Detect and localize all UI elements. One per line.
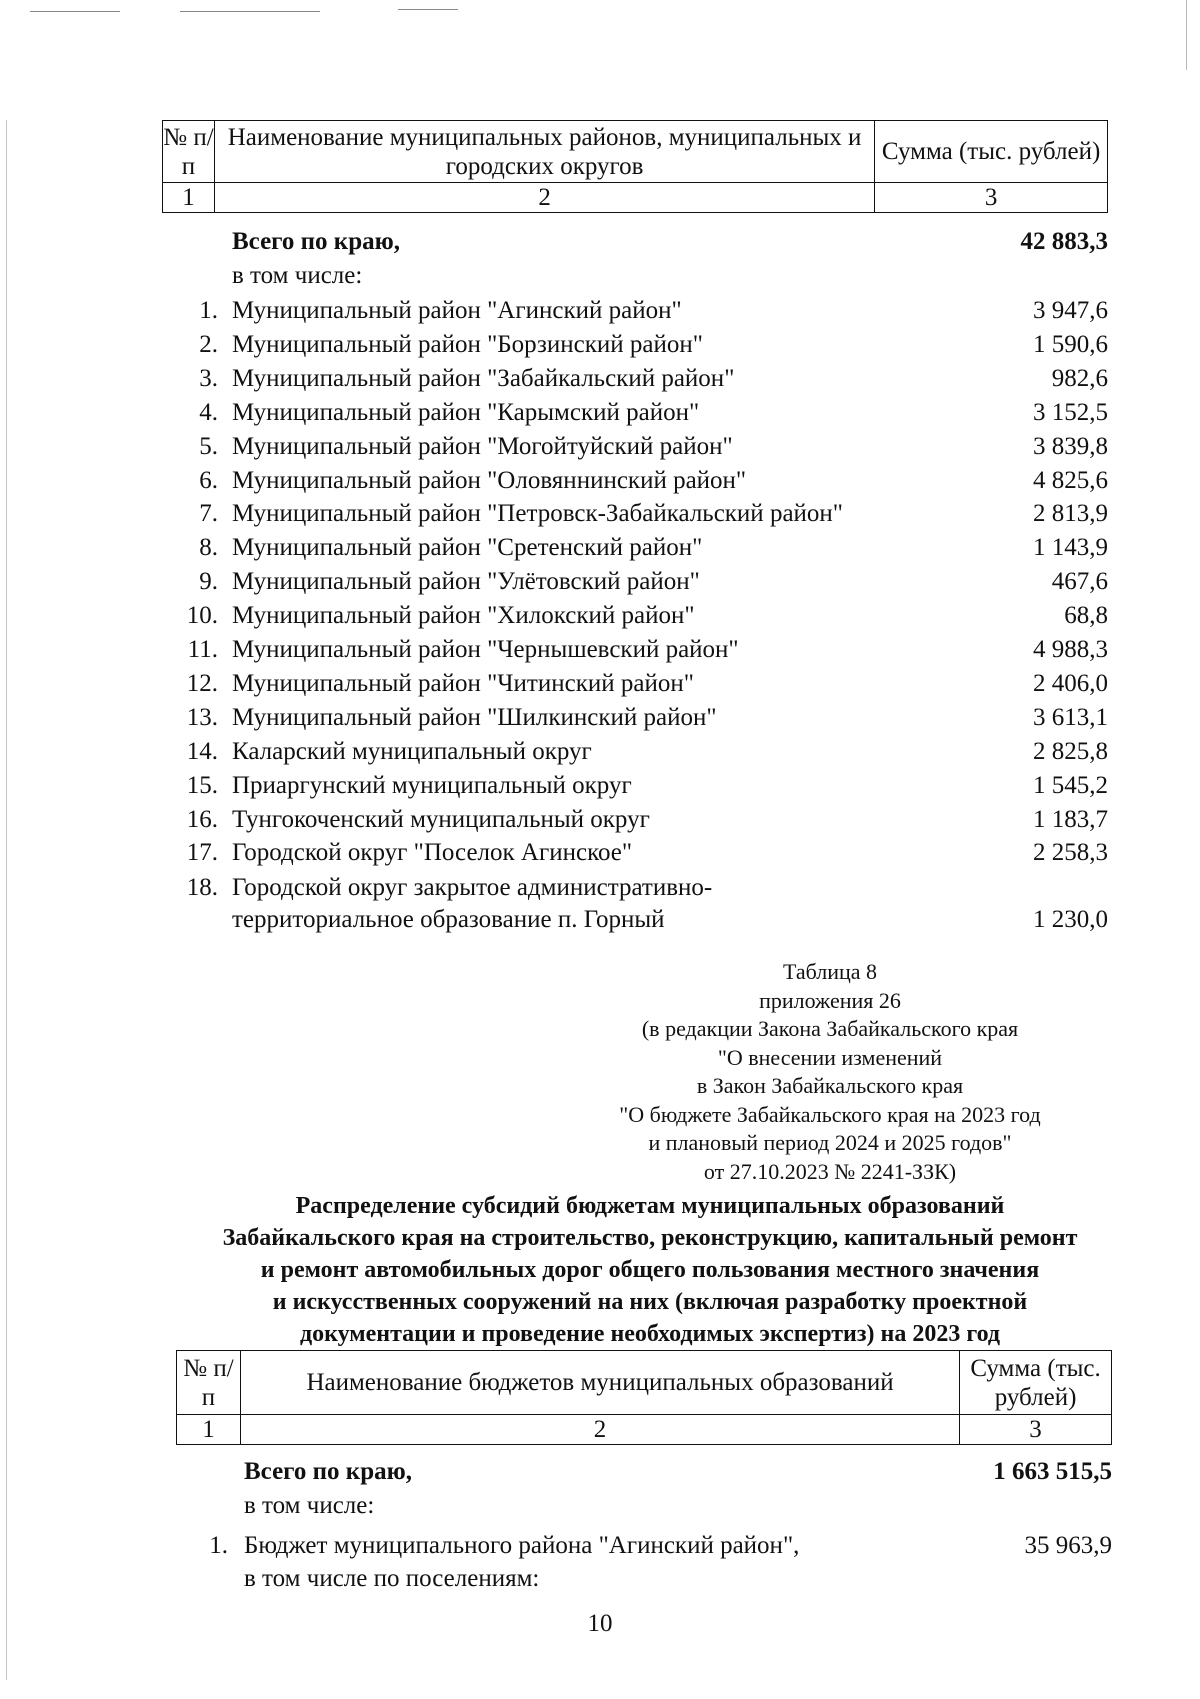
table-row: [0, 770, 1200, 804]
title-line-5: документации и проведение необходимых экспертиз) на 2023 год: [299, 1321, 1001, 1347]
row-number: 6.: [199, 466, 218, 494]
table-row: [0, 600, 1200, 634]
row-name: Муниципальный район "Забайкальский район": [232, 364, 735, 392]
table-row: [0, 634, 1200, 668]
table7-col-index-1: 1: [163, 183, 215, 213]
row-name: Муниципальный район "Чернышевский район": [232, 636, 739, 663]
table7-col-index-2: 2: [214, 183, 874, 213]
table7-row-18-name-line2: территориальное образование п. Горный: [232, 906, 665, 933]
table7-row-18-name-line1: Городской округ закрытое административно-: [232, 874, 713, 901]
row-value: 4 825,6: [1033, 466, 1108, 494]
table-row: [0, 397, 1200, 431]
table7-header: [162, 120, 1108, 213]
table8-total-value: 1 663 515,5: [993, 1458, 1112, 1485]
caption-line-6: "О бюджете Забайкальского края на 2023 год: [619, 1101, 1041, 1127]
table-row: [0, 431, 1200, 465]
table-row: [0, 668, 1200, 702]
row-value: 3 947,6: [1033, 297, 1108, 324]
row-name: Тунгокоченский муниципальный округ: [232, 805, 650, 833]
table7-col-index-3: 3: [875, 183, 1108, 213]
row-number: 11.: [187, 636, 218, 663]
row-number: 16.: [186, 805, 218, 833]
row-name: Муниципальный район "Шилкинский район": [232, 703, 717, 731]
page-number: 10: [587, 1610, 613, 1637]
caption-line-7: и плановый период 2024 и 2025 годов": [648, 1130, 1012, 1155]
table-row: [0, 498, 1200, 532]
table7-row-18-num: 18.: [186, 874, 218, 901]
row-value: 3 613,1: [1033, 703, 1108, 731]
row-value: 4 988,3: [1033, 636, 1108, 663]
row-value: 1 183,7: [1033, 805, 1108, 833]
row-number: 12.: [186, 669, 218, 697]
table7-including: в том числе:: [232, 262, 363, 289]
row-number: 7.: [199, 500, 218, 528]
row-number: 14.: [186, 737, 218, 765]
table8-total-label: Всего по краю,: [244, 1458, 412, 1485]
row-value: 982,6: [1051, 364, 1108, 392]
row-name: Муниципальный район "Читинский район": [232, 669, 694, 697]
caption-line-4: "О внесении изменений: [717, 1044, 943, 1070]
table8-col-index-3: 3: [960, 1415, 1112, 1445]
row-value: 2 258,3: [1033, 839, 1108, 867]
title-line-4: и искусственных сооружений на них (включая разработку проектной: [272, 1289, 1028, 1315]
row-name: Муниципальный район "Сретенский район": [232, 534, 703, 562]
row-number: 3.: [199, 364, 218, 392]
title-line-1: Распределение субсидий бюджетам муниципальных образований: [295, 1193, 1005, 1219]
caption-line-5: в Закон Забайкальского края: [696, 1073, 964, 1098]
row-number: 4.: [199, 398, 218, 426]
scan-mark-right: [1186, 0, 1187, 70]
table8-col-num-header: № п/п: [177, 1351, 241, 1415]
row-number: 5.: [199, 432, 218, 460]
row-number: 8.: [199, 534, 218, 562]
table7-row-18-value: 1 230,0: [1033, 906, 1108, 933]
table-row: [0, 363, 1200, 397]
caption-line-8: от 27.10.2023 № 2241-ЗЗК): [703, 1158, 957, 1184]
title-line-2: Забайкальского края на строительство, реконструкцию, капитальный ремонт: [222, 1225, 1078, 1251]
table8-col-name-header: Наименование бюджетов муниципальных образований: [240, 1351, 959, 1415]
table8-by-settlements: в том числе по поселениям:: [244, 1565, 540, 1592]
row-value: 2 813,9: [1033, 500, 1108, 528]
row-value: 3 839,8: [1033, 432, 1108, 460]
row-value: 1 545,2: [1033, 771, 1108, 799]
table8-caption: [560, 958, 1100, 1186]
row-name: Муниципальный район "Хилокский район": [232, 602, 695, 630]
caption-line-2: приложения 26: [759, 987, 901, 1013]
table7-total-label: Всего по краю,: [232, 228, 400, 255]
caption-line-3: (в редакции Закона Забайкальского края: [641, 1016, 1019, 1041]
table8-row-1-value: 35 963,9: [1024, 1532, 1112, 1559]
table-row: [0, 329, 1200, 363]
row-name: Каларский муниципальный округ: [232, 737, 592, 765]
row-name: Муниципальный район "Карымский район": [232, 398, 700, 426]
row-value: 1 143,9: [1033, 534, 1108, 562]
table-row: [0, 702, 1200, 736]
row-number: 15.: [186, 771, 218, 799]
row-name: Городской округ "Поселок Агинское": [232, 839, 633, 867]
row-number: 9.: [199, 568, 218, 596]
table8-col-sum-header: Сумма (тыс. рублей): [960, 1351, 1112, 1415]
row-number: 13.: [186, 703, 218, 731]
table8-row-1-num: 1.: [209, 1532, 228, 1559]
table-row: [0, 804, 1200, 838]
row-value: 2 825,8: [1033, 737, 1108, 765]
table7-col-sum-header: Сумма (тыс. рублей): [875, 121, 1108, 183]
row-number: 1.: [199, 297, 218, 324]
table-row: [0, 837, 1200, 871]
row-value: 68,8: [1064, 602, 1108, 630]
row-name: Муниципальный район "Улётовский район": [232, 568, 700, 596]
table8-col-index-2: 2: [240, 1415, 959, 1445]
row-name: Муниципальный район "Борзинский район": [232, 330, 703, 358]
row-value: 1 590,6: [1033, 330, 1108, 358]
table-row: [0, 295, 1200, 329]
row-name: Приаргунский муниципальный округ: [232, 771, 632, 799]
table-row: [0, 465, 1200, 499]
row-name: Муниципальный район "Оловяннинский район": [232, 466, 747, 494]
row-number: 10.: [186, 602, 218, 630]
row-value: 2 406,0: [1033, 669, 1108, 697]
table-row: [0, 532, 1200, 566]
table8-col-index-1: 1: [177, 1415, 241, 1445]
row-value: 467,6: [1051, 568, 1108, 596]
table7-col-name-header: Наименование муниципальных районов, муниципальных и городских округов: [214, 121, 874, 183]
table8-header: [176, 1350, 1112, 1445]
table7-col-num-header: № п/п: [163, 121, 215, 183]
table8-title: [160, 1190, 1140, 1350]
row-number: 2.: [199, 330, 218, 358]
row-name: Муниципальный район "Агинский район": [232, 297, 682, 324]
table7-total-value: 42 883,3: [1020, 228, 1108, 255]
table-row: [0, 736, 1200, 770]
title-line-3: и ремонт автомобильных дорог общего пользования местного значения: [260, 1257, 1040, 1283]
scan-mark-top: [30, 11, 120, 12]
row-value: 3 152,5: [1033, 398, 1108, 426]
table8-row-1-name: Бюджет муниципального района "Агинский район",: [244, 1532, 800, 1559]
scan-mark-top-2: [180, 11, 320, 12]
row-name: Муниципальный район "Могойтуйский район": [232, 432, 733, 460]
table-row: [0, 566, 1200, 600]
row-name: Муниципальный район "Петровск-Забайкальский район": [232, 500, 843, 528]
caption-line-1: Таблица 8: [782, 959, 878, 984]
row-number: 17.: [186, 839, 218, 867]
table8-including: в том числе:: [244, 1492, 375, 1519]
scan-mark-top-3: [398, 9, 458, 10]
